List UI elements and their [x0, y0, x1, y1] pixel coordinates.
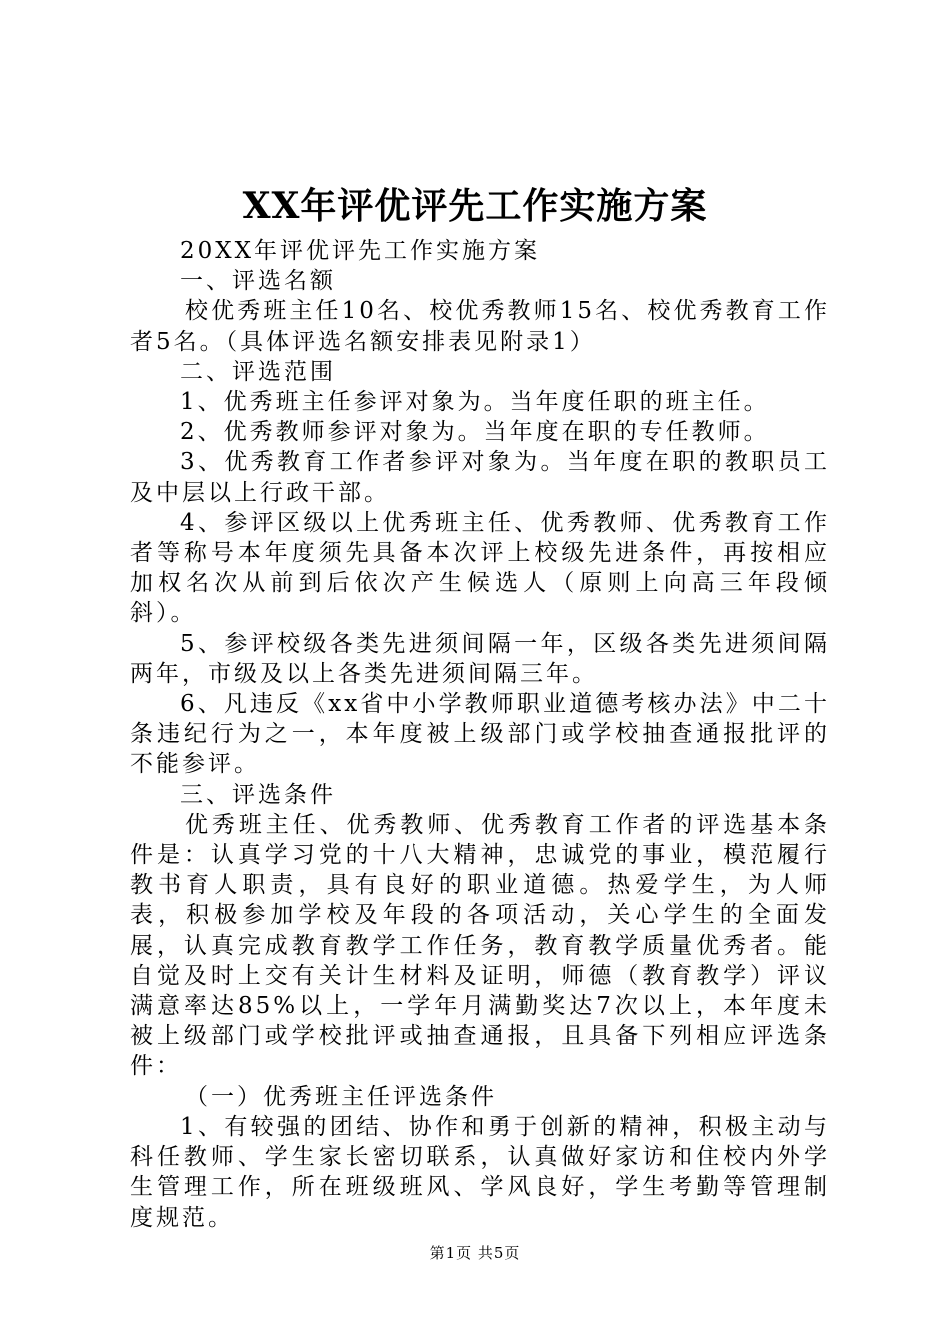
- paragraph: 1、优秀班主任参评对象为。当年度任职的班主任。: [180, 389, 770, 416]
- paragraph: 3、优秀教育工作者参评对象为。当年度在职的教职员工及中层以上行政干部。: [130, 449, 830, 506]
- paragraph: 2、优秀教师参评对象为。当年度在职的专任教师。: [180, 419, 770, 446]
- paragraph: 校优秀班主任10名、校优秀教师15名、校优秀教育工作者5名。（具体评选名额安排表见附录1）: [130, 298, 830, 355]
- paragraph: 三、评选条件: [180, 781, 336, 808]
- paragraph: （一）优秀班主任评选条件: [185, 1083, 497, 1110]
- document-title: XX年评优评先工作实施方案: [242, 185, 708, 227]
- paragraph: 1、有较强的团结、协作和勇于创新的精神，积极主动与科任教师、学生家长密切联系，认真做好家访和住校内外学生管理工作，所在班级班风、学风良好，学生考勤等管理制度规范。: [130, 1113, 830, 1231]
- paragraph: 二、评选范围: [180, 358, 336, 385]
- paragraph: 6、凡违反《xx省中小学教师职业道德考核办法》中二十条违纪行为之一，本年度被上级部门或学校抽查通报批评的不能参评。: [130, 691, 830, 778]
- paragraph: 20XX年评优评先工作实施方案: [180, 238, 541, 264]
- document-body: [130, 236, 830, 1233]
- paragraph: 优秀班主任、优秀教师、优秀教育工作者的评选基本条件是：认真学习党的十八大精神，忠诚党的事业，模范履行教书育人职责，具有良好的职业道德。热爱学生，为人师表，积极参加学校及年段的各项活动，关心学生的全面发展，认真完成教育教学工作任务，教育教学质量优秀者。能自觉及时上交有关计生材料及证明，师德（教育教学）评议满意率达85%以上，一学年月满勤奖达7次以上，本年度未被上级部门或学校批评或抽查通报，且具备下列相应评选条件：: [130, 811, 830, 1080]
- paragraph: 4、参评区级以上优秀班主任、优秀教师、优秀教育工作者等称号本年度须先具备本次评上校级先进条件，再按相应加权名次从前到后依次产生候选人（原则上向高三年段倾斜）。: [130, 509, 830, 627]
- paragraph: 5、参评校级各类先进须间隔一年，区级各类先进须间隔两年，市级及以上各类先进须间隔三年。: [130, 630, 830, 687]
- page-footer: 第1页 共5页: [429, 1244, 521, 1262]
- paragraph: 一、评选名额: [180, 268, 336, 295]
